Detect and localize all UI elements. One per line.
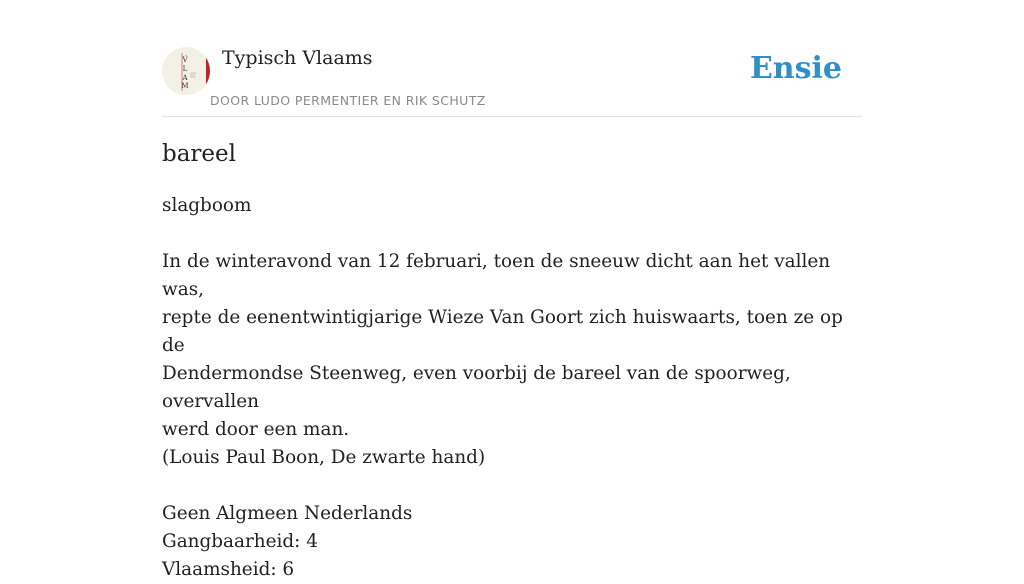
svg-text:M: M [181,82,189,90]
entry-definition: slagboom [162,195,252,216]
ensie-logo-link[interactable]: Ensie [749,51,842,86]
quote-line: In de winteravond van 12 februari, toen de sneeuw dicht aan het vallen was, [162,251,831,300]
spacer [162,220,862,248]
svg-text:.: . [185,51,187,58]
book-title[interactable]: Typisch Vlaams [222,47,373,69]
page-header [162,0,862,117]
quote-line: Dendermondse Steenweg, even voorbij de bareel van de spoorweg, overvallen [162,363,791,412]
page [162,0,862,580]
entry-title: bareel [162,141,237,167]
frequency-rating: Gangbaarheid: 4 [162,531,318,552]
standard-dutch-note: Geen Algmeen Nederlands [162,503,413,524]
quote-line: werd door een man. [162,419,350,440]
svg-text:A: A [182,74,188,82]
flemishness-rating: Vlaamsheid: 6 [162,559,295,580]
book-cover-logo[interactable] [162,47,210,95]
author-byline: DOOR LUDO PERMENTIER EN RIK SCHUTZ [210,93,486,108]
svg-text:L: L [182,65,188,73]
svg-text:V: V [182,56,188,64]
spacer [162,472,862,500]
entry-body [162,192,862,584]
quote-line: repte de eenentwintigjarige Wieze Van Goort zich huiswaarts, toen ze op de [162,307,843,356]
quote-source: (Louis Paul Boon, De zwarte hand) [162,447,486,468]
